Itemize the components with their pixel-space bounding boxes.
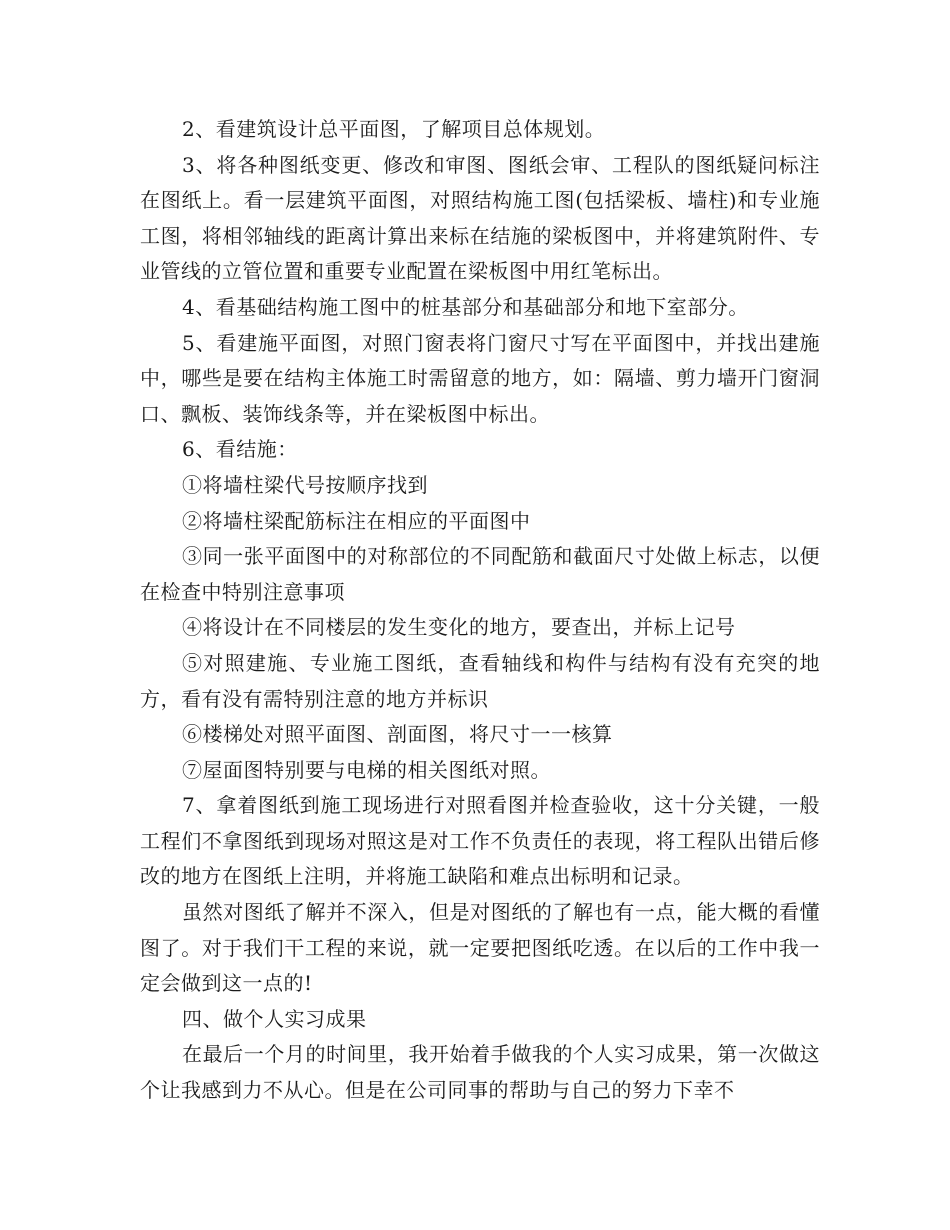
paragraph-step-4: 4、看基础结构施工图中的桩基部分和基础部分和地下室部分。 xyxy=(182,294,749,319)
paragraph-step-5: 5、看建施平面图，对照门窗表将门窗尺寸写在平面图中，并找出建施中，哪些是要在结构主体施工时需留意的地方，如：隔墙、剪力墙开门窗洞口、飘板、装饰线条等，并在梁板图中标出。 xyxy=(140,330,820,426)
paragraph-step-6: 6、看结施： xyxy=(182,437,298,462)
paragraph-substep-6: ⑥楼梯处对照平面图、剖面图，将尺寸一一核算 xyxy=(182,722,613,747)
paragraph-substep-2: ②将墙柱梁配筋标注在相应的平面图中 xyxy=(182,508,531,533)
paragraph-substep-5: ⑤对照建施、专业施工图纸，查看轴线和构件与结构有没有充突的地方，看有没有需特别注意的地方并标识 xyxy=(140,650,820,711)
paragraph-substep-4: ④将设计在不同楼层的发生变化的地方，要查出，并标上记号 xyxy=(182,615,736,640)
paragraph-final-month: 在最后一个月的时间里，我开始着手做我的个人实习成果，第一次做这个让我感到力不从心。但是在公司同事的帮助与自己的努力下幸不 xyxy=(140,1042,820,1103)
document-body xyxy=(140,112,820,1109)
paragraph-substep-1: ①将墙柱梁代号按顺序找到 xyxy=(182,472,428,497)
paragraph-step-3: 3、将各种图纸变更、修改和审图、图纸会审、工程队的图纸疑问标注在图纸上。看一层建筑平面图，对照结构施工图(包括梁板、墙柱)和专业施工图，将相邻轴线的距离计算出来标在结施的梁板图中，并将建筑附件、专业管线的立管位置和重要专业配置在梁板图中用红笔标出。 xyxy=(140,152,820,284)
section-heading-4: 四、做个人实习成果 xyxy=(182,1006,367,1031)
paragraph-step-7: 7、拿着图纸到施工现场进行对照看图并检查验收，这十分关键，一般工程们不拿图纸到现场对照这是对工作不负责任的表现，将工程队出错后修改的地方在图纸上注明，并将施工缺陷和难点出标明和记录。 xyxy=(140,793,820,889)
paragraph-reflection: 虽然对图纸了解并不深入，但是对图纸的了解也有一点，能大概的看懂图了。对于我们干工程的来说，就一定要把图纸吃透。在以后的工作中我一定会做到这一点的! xyxy=(140,900,820,996)
paragraph-step-2: 2、看建筑设计总平面图，了解项目总体规划。 xyxy=(182,117,606,141)
paragraph-substep-7: ⑦屋面图特别要与电梯的相关图纸对照。 xyxy=(182,757,551,782)
paragraph-substep-3: ③同一张平面图中的对称部位的不同配筋和截面尺寸处做上标志，以便在检查中特别注意事项 xyxy=(140,544,820,604)
